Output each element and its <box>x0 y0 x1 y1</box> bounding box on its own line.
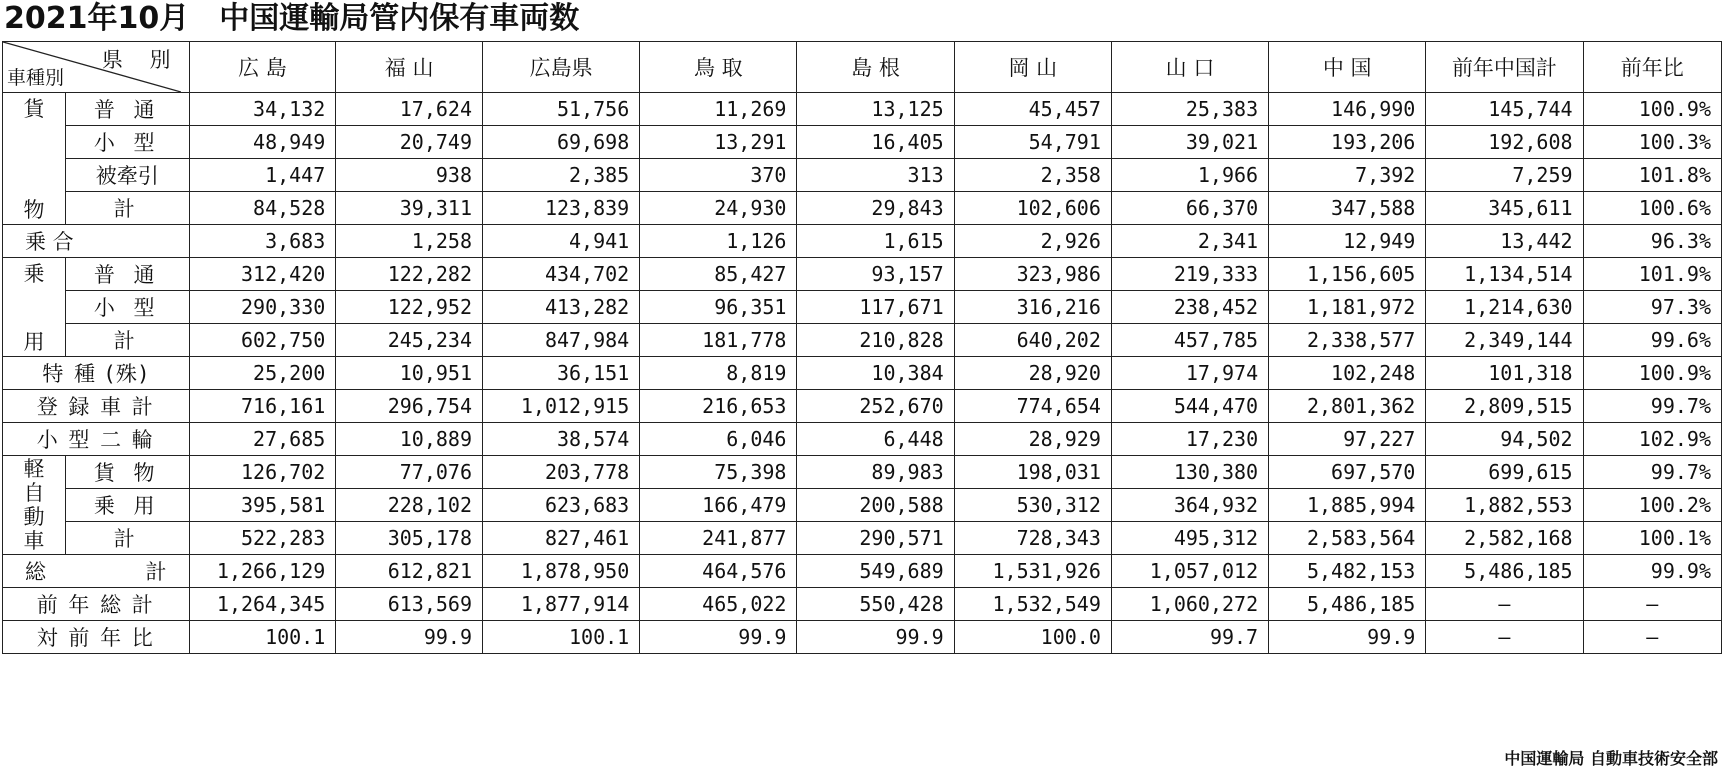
table-row <box>3 555 1722 588</box>
table-cell: 117,671 <box>797 291 954 324</box>
col-header-chugoku: 中 国 <box>1269 42 1426 93</box>
table-cell: 13,442 <box>1426 225 1583 258</box>
row-label: 前 年 総 計 <box>3 588 190 621</box>
table-cell: 364,932 <box>1111 489 1268 522</box>
col-header-hiroshima: 広 島 <box>189 42 336 93</box>
row-label: 小 型 <box>65 126 189 159</box>
table-cell: 2,582,168 <box>1426 522 1583 555</box>
table-cell: 370 <box>640 159 797 192</box>
table-row <box>3 324 1722 357</box>
table-cell: 1,532,549 <box>954 588 1111 621</box>
table-cell: 96.3% <box>1583 225 1721 258</box>
table-cell: 13,291 <box>640 126 797 159</box>
table-cell: 100.9% <box>1583 93 1721 126</box>
table-cell: — <box>1426 588 1583 621</box>
table-cell: 1,264,345 <box>189 588 336 621</box>
table-cell: 10,889 <box>336 423 483 456</box>
table-cell: 549,689 <box>797 555 954 588</box>
col-header-hiroshima-pref: 広島県 <box>483 42 640 93</box>
table-cell: 2,349,144 <box>1426 324 1583 357</box>
table-cell: 316,216 <box>954 291 1111 324</box>
table-cell: 85,427 <box>640 258 797 291</box>
table-row <box>3 93 1722 126</box>
table-cell: 1,447 <box>189 159 336 192</box>
group-label-kei-char: 車 <box>23 529 45 553</box>
row-label-left: 総 <box>25 560 46 584</box>
table-cell: 550,428 <box>797 588 954 621</box>
table-cell: 10,951 <box>336 357 483 390</box>
table-cell: 1,181,972 <box>1269 291 1426 324</box>
col-header-okayama: 岡 山 <box>954 42 1111 93</box>
row-label: 普 通 <box>65 93 189 126</box>
table-cell: 28,920 <box>954 357 1111 390</box>
table-cell: 1,214,630 <box>1426 291 1583 324</box>
table-cell: 1,885,994 <box>1269 489 1426 522</box>
table-cell: 774,654 <box>954 390 1111 423</box>
table-cell: 25,383 <box>1111 93 1268 126</box>
table-cell: 38,574 <box>483 423 640 456</box>
table-cell: 48,949 <box>189 126 336 159</box>
row-label-text: 乗 合 <box>25 230 74 254</box>
table-cell: 29,843 <box>797 192 954 225</box>
table-cell: — <box>1583 588 1721 621</box>
table-cell: 1,134,514 <box>1426 258 1583 291</box>
table-cell: — <box>1426 621 1583 654</box>
source-footer: 中国運輸局 自動車技術安全部 <box>1504 749 1718 768</box>
table-cell: 99.9% <box>1583 555 1721 588</box>
table-cell: 1,060,272 <box>1111 588 1268 621</box>
group-label-kei <box>3 456 66 555</box>
table-cell: 827,461 <box>483 522 640 555</box>
table-row <box>3 192 1722 225</box>
table-row <box>3 621 1722 654</box>
table-cell: 5,486,185 <box>1269 588 1426 621</box>
table-cell: 613,569 <box>336 588 483 621</box>
table-cell: 219,333 <box>1111 258 1268 291</box>
table-cell: 5,482,153 <box>1269 555 1426 588</box>
table-row <box>3 456 1722 489</box>
table-row <box>3 159 1722 192</box>
table-row <box>3 390 1722 423</box>
table-cell: 305,178 <box>336 522 483 555</box>
table-cell: 99.9 <box>1269 621 1426 654</box>
table-cell: 13,125 <box>797 93 954 126</box>
group-label-passenger-bottom: 用 <box>23 330 45 354</box>
table-cell: 544,470 <box>1111 390 1268 423</box>
table-cell: 100.0 <box>954 621 1111 654</box>
table-cell: 2,338,577 <box>1269 324 1426 357</box>
table-cell: 100.1 <box>483 621 640 654</box>
table-cell: 228,102 <box>336 489 483 522</box>
table-cell: 464,576 <box>640 555 797 588</box>
table-cell: 6,448 <box>797 423 954 456</box>
table-cell: 99.7 <box>1111 621 1268 654</box>
table-cell: 2,358 <box>954 159 1111 192</box>
table-row <box>3 291 1722 324</box>
row-label: 普 通 <box>65 258 189 291</box>
table-cell: 66,370 <box>1111 192 1268 225</box>
table-cell: 1,966 <box>1111 159 1268 192</box>
table-cell: 640,202 <box>954 324 1111 357</box>
table-cell: 93,157 <box>797 258 954 291</box>
table-cell: 192,608 <box>1426 126 1583 159</box>
table-row <box>3 522 1722 555</box>
table-cell: 11,269 <box>640 93 797 126</box>
table-cell: 395,581 <box>189 489 336 522</box>
table-cell: 77,076 <box>336 456 483 489</box>
table-cell: 465,022 <box>640 588 797 621</box>
table-cell: 45,457 <box>954 93 1111 126</box>
table-cell: 100.2% <box>1583 489 1721 522</box>
table-cell: 193,206 <box>1269 126 1426 159</box>
table-row <box>3 258 1722 291</box>
table-cell: 697,570 <box>1269 456 1426 489</box>
group-label-cargo-top: 貨 <box>23 97 45 121</box>
table-cell: 100.3% <box>1583 126 1721 159</box>
col-header-tottori: 鳥 取 <box>640 42 797 93</box>
table-cell: 122,952 <box>336 291 483 324</box>
table-cell: 434,702 <box>483 258 640 291</box>
col-header-prev-year-chugoku: 前年中国計 <box>1426 42 1583 93</box>
table-cell: 6,046 <box>640 423 797 456</box>
table-cell: 2,801,362 <box>1269 390 1426 423</box>
table-cell: 100.1 <box>189 621 336 654</box>
table-cell: 1,266,129 <box>189 555 336 588</box>
group-label-passenger <box>3 258 66 357</box>
table-cell: 938 <box>336 159 483 192</box>
table-cell: 181,778 <box>640 324 797 357</box>
table-cell: 100.9% <box>1583 357 1721 390</box>
table-cell: 130,380 <box>1111 456 1268 489</box>
table-cell: 94,502 <box>1426 423 1583 456</box>
table-cell: 54,791 <box>954 126 1111 159</box>
col-header-yamaguchi: 山 口 <box>1111 42 1268 93</box>
table-cell: 530,312 <box>954 489 1111 522</box>
table-cell: 495,312 <box>1111 522 1268 555</box>
table-cell: 313 <box>797 159 954 192</box>
row-label: 小 型 二 輪 <box>3 423 190 456</box>
table-cell: 34,132 <box>189 93 336 126</box>
table-cell: 28,929 <box>954 423 1111 456</box>
table-cell: 102.9% <box>1583 423 1721 456</box>
table-cell: 101,318 <box>1426 357 1583 390</box>
vehicle-count-table-wrapper <box>2 41 1722 654</box>
table-cell: 290,330 <box>189 291 336 324</box>
table-cell: 2,341 <box>1111 225 1268 258</box>
table-cell: 84,528 <box>189 192 336 225</box>
table-cell: 198,031 <box>954 456 1111 489</box>
corner-prefecture-label: 県 別 <box>101 48 181 72</box>
group-label-cargo <box>3 93 66 225</box>
row-label: 小 型 <box>65 291 189 324</box>
table-cell: 2,385 <box>483 159 640 192</box>
table-cell: 347,588 <box>1269 192 1426 225</box>
row-label <box>3 225 190 258</box>
table-cell: 1,057,012 <box>1111 555 1268 588</box>
table-cell: 1,258 <box>336 225 483 258</box>
table-row <box>3 357 1722 390</box>
table-cell: 75,398 <box>640 456 797 489</box>
table-cell: 97.3% <box>1583 291 1721 324</box>
table-cell: 126,702 <box>189 456 336 489</box>
table-cell: 203,778 <box>483 456 640 489</box>
table-cell: 245,234 <box>336 324 483 357</box>
table-cell: 12,949 <box>1269 225 1426 258</box>
table-cell: 122,282 <box>336 258 483 291</box>
table-cell: 4,941 <box>483 225 640 258</box>
table-cell: 51,756 <box>483 93 640 126</box>
table-cell: 252,670 <box>797 390 954 423</box>
header-corner <box>3 42 190 93</box>
table-cell: 16,405 <box>797 126 954 159</box>
row-label: 対 前 年 比 <box>3 621 190 654</box>
table-cell: 1,156,605 <box>1269 258 1426 291</box>
table-cell: 602,750 <box>189 324 336 357</box>
table-cell: 1,615 <box>797 225 954 258</box>
table-cell: 323,986 <box>954 258 1111 291</box>
row-label: 被牽引 <box>65 159 189 192</box>
table-cell: 5,486,185 <box>1426 555 1583 588</box>
table-cell: 101.8% <box>1583 159 1721 192</box>
table-cell: 7,259 <box>1426 159 1583 192</box>
table-cell: 99.6% <box>1583 324 1721 357</box>
row-label: 登 録 車 計 <box>3 390 190 423</box>
table-cell: 7,392 <box>1269 159 1426 192</box>
table-cell: 89,983 <box>797 456 954 489</box>
table-cell: 728,343 <box>954 522 1111 555</box>
table-cell: 2,583,564 <box>1269 522 1426 555</box>
table-cell: 100.1% <box>1583 522 1721 555</box>
table-cell: 1,531,926 <box>954 555 1111 588</box>
table-cell: 102,248 <box>1269 357 1426 390</box>
row-label: 乗 用 <box>65 489 189 522</box>
group-label-kei-char: 自 <box>23 481 45 505</box>
table-cell: 1,012,915 <box>483 390 640 423</box>
table-cell: 623,683 <box>483 489 640 522</box>
row-label: 計 <box>65 522 189 555</box>
table-cell: 36,151 <box>483 357 640 390</box>
table-body <box>3 93 1722 654</box>
table-cell: 96,351 <box>640 291 797 324</box>
table-cell: 102,606 <box>954 192 1111 225</box>
table-row <box>3 225 1722 258</box>
table-cell: 522,283 <box>189 522 336 555</box>
table-row <box>3 126 1722 159</box>
table-cell: 3,683 <box>189 225 336 258</box>
table-cell: 10,384 <box>797 357 954 390</box>
table-cell: 166,479 <box>640 489 797 522</box>
table-cell: 20,749 <box>336 126 483 159</box>
table-cell: 699,615 <box>1426 456 1583 489</box>
header-row <box>3 42 1722 93</box>
row-label-right: 計 <box>145 560 167 584</box>
table-cell: — <box>1583 621 1721 654</box>
table-cell: 99.7% <box>1583 456 1721 489</box>
table-cell: 17,230 <box>1111 423 1268 456</box>
row-label <box>3 555 190 588</box>
table-cell: 2,926 <box>954 225 1111 258</box>
table-cell: 716,161 <box>189 390 336 423</box>
table-cell: 1,126 <box>640 225 797 258</box>
table-cell: 99.9 <box>336 621 483 654</box>
table-cell: 24,930 <box>640 192 797 225</box>
row-label: 特 種 (殊) <box>3 357 190 390</box>
table-cell: 241,877 <box>640 522 797 555</box>
table-cell: 312,420 <box>189 258 336 291</box>
table-cell: 2,809,515 <box>1426 390 1583 423</box>
table-cell: 296,754 <box>336 390 483 423</box>
col-header-fukuyama: 福 山 <box>336 42 483 93</box>
table-cell: 345,611 <box>1426 192 1583 225</box>
table-cell: 1,877,914 <box>483 588 640 621</box>
group-label-kei-char: 動 <box>23 505 45 529</box>
table-cell: 99.9 <box>640 621 797 654</box>
table-cell: 17,974 <box>1111 357 1268 390</box>
table-cell: 8,819 <box>640 357 797 390</box>
col-header-shimane: 島 根 <box>797 42 954 93</box>
table-row <box>3 489 1722 522</box>
table-row <box>3 588 1722 621</box>
col-header-yoy-ratio: 前年比 <box>1583 42 1721 93</box>
corner-vehicle-type-label: 車種別 <box>7 67 65 89</box>
table-cell: 27,685 <box>189 423 336 456</box>
group-label-passenger-top: 乗 <box>23 262 45 286</box>
table-cell: 39,311 <box>336 192 483 225</box>
table-cell: 100.6% <box>1583 192 1721 225</box>
table-row <box>3 423 1722 456</box>
table-cell: 216,653 <box>640 390 797 423</box>
row-label: 計 <box>65 324 189 357</box>
row-label: 貨 物 <box>65 456 189 489</box>
table-cell: 847,984 <box>483 324 640 357</box>
table-cell: 99.7% <box>1583 390 1721 423</box>
table-cell: 123,839 <box>483 192 640 225</box>
table-cell: 97,227 <box>1269 423 1426 456</box>
row-label: 計 <box>65 192 189 225</box>
table-cell: 1,878,950 <box>483 555 640 588</box>
table-cell: 612,821 <box>336 555 483 588</box>
table-cell: 25,200 <box>189 357 336 390</box>
table-cell: 413,282 <box>483 291 640 324</box>
table-cell: 200,588 <box>797 489 954 522</box>
table-cell: 145,744 <box>1426 93 1583 126</box>
table-cell: 210,828 <box>797 324 954 357</box>
vehicle-count-table <box>2 41 1722 654</box>
table-cell: 146,990 <box>1269 93 1426 126</box>
table-cell: 69,698 <box>483 126 640 159</box>
group-label-cargo-bottom: 物 <box>23 198 45 222</box>
table-cell: 238,452 <box>1111 291 1268 324</box>
table-cell: 17,624 <box>336 93 483 126</box>
table-cell: 101.9% <box>1583 258 1721 291</box>
table-cell: 1,882,553 <box>1426 489 1583 522</box>
table-cell: 290,571 <box>797 522 954 555</box>
page-title: 2021年10月 中国運輸局管内保有車両数 <box>4 1 580 36</box>
group-label-kei-char: 軽 <box>23 457 45 481</box>
table-cell: 39,021 <box>1111 126 1268 159</box>
table-cell: 99.9 <box>797 621 954 654</box>
table-cell: 457,785 <box>1111 324 1268 357</box>
